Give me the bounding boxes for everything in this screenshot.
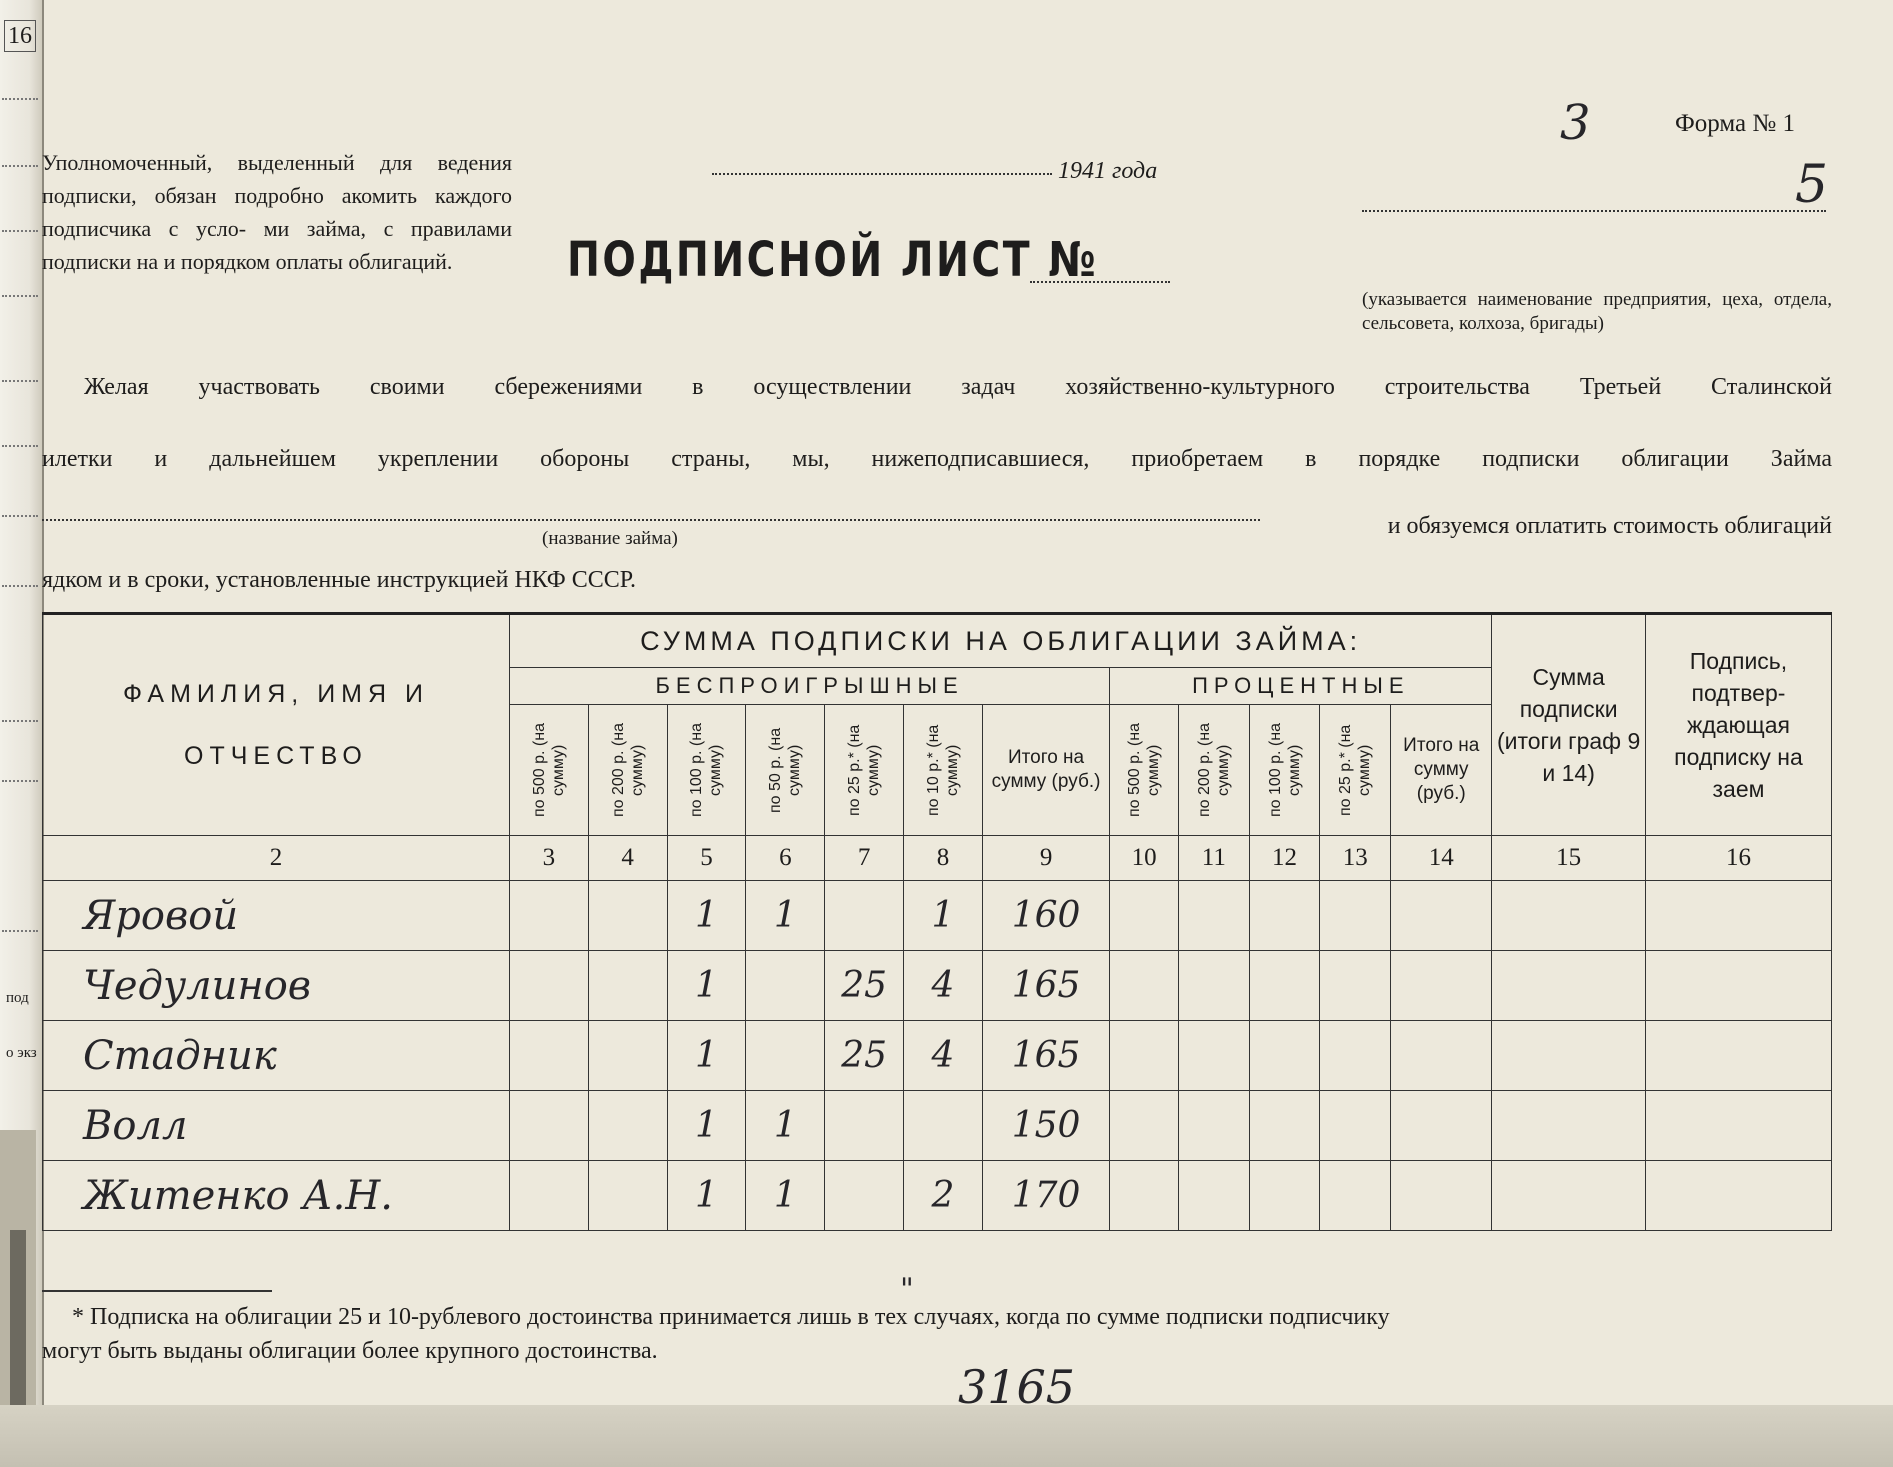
bottom-edge bbox=[0, 1405, 1893, 1467]
cell-100: 1 bbox=[667, 951, 746, 1021]
col-lottery-200: по 200 р. (на сумму) bbox=[588, 705, 667, 836]
cell-10: 2 bbox=[904, 1161, 983, 1231]
col-lottery-500: по 500 р. (на сумму) bbox=[509, 705, 588, 836]
margin-dots bbox=[2, 98, 38, 100]
margin-dots bbox=[2, 380, 38, 382]
col-lottery-50: по 50 р. (на сумму) bbox=[746, 705, 825, 836]
col-number: 15 bbox=[1492, 836, 1646, 881]
cell-25: 25 bbox=[825, 951, 904, 1021]
loan-name-line bbox=[42, 519, 1260, 521]
instruction-text: Уполномоченный, выделенный для ведения подписки, обязан подробно акомить каждого подписчика с усло- ми займа, с правилами подписки на и порядком оплаты облигаций. bbox=[42, 150, 512, 274]
margin-dots bbox=[2, 295, 38, 297]
body-line-1: Желая участвовать своими сбережениями в осуществлении задач хозяйственно-культурного строительства Третьей Сталинской bbox=[84, 374, 1832, 400]
col-interest-total: Итого на сумму (руб.) bbox=[1391, 705, 1492, 836]
date-fill-line bbox=[712, 173, 1052, 175]
cell-50: 1 bbox=[746, 1091, 825, 1161]
col-lottery-total: Итого на сумму (руб.) bbox=[982, 705, 1109, 836]
sheet-number-line bbox=[1030, 281, 1170, 283]
handwritten-corner-number: 5 bbox=[1795, 155, 1829, 215]
margin-dots bbox=[2, 780, 38, 782]
organization-hint: (указывается наименование предприятия, цеха, отдела, сельсовета, колхоза, бригады) bbox=[1362, 289, 1832, 334]
col-number: 12 bbox=[1249, 836, 1320, 881]
body-line-2: илетки и дальнейшем укреплении обороны страны, мы, нижеподписавшиеся, приобретаем в порядке подписки облигации Займа bbox=[42, 446, 1832, 472]
margin-dots bbox=[2, 165, 38, 167]
form-number: Форма № 1 bbox=[1675, 110, 1795, 137]
table-row bbox=[43, 1161, 1832, 1231]
footnote-line-1: * Подписка на облигации 25 и 10-рублевого достоинства принимается лишь в тех случаях, когда по сумме подписки подписчику bbox=[72, 1304, 1390, 1330]
cell-10: 4 bbox=[904, 1021, 983, 1091]
subscriber-name: Чедулинов bbox=[43, 951, 510, 1021]
margin-dots bbox=[2, 445, 38, 447]
cell-50: 1 bbox=[746, 1161, 825, 1231]
cell-25 bbox=[825, 1091, 904, 1161]
col-number: 2 bbox=[43, 836, 510, 881]
organization-line bbox=[1362, 210, 1826, 212]
cell-10: 1 bbox=[904, 881, 983, 951]
cell-10: 4 bbox=[904, 951, 983, 1021]
name-header: ФАМИЛИЯ, ИМЯ И ОТЧЕСТВО bbox=[43, 614, 510, 836]
margin-dots bbox=[2, 515, 38, 517]
document-title: ПОДПИСНОЙ ЛИСТ № bbox=[567, 232, 1099, 288]
table-row bbox=[43, 1091, 1832, 1161]
cell-total: 165 bbox=[982, 1021, 1109, 1091]
col-interest-200: по 200 р. (на сумму) bbox=[1178, 705, 1249, 836]
col-number: 13 bbox=[1320, 836, 1391, 881]
footnote bbox=[42, 1300, 1832, 1368]
cell-10 bbox=[904, 1091, 983, 1161]
col-number: 6 bbox=[746, 836, 825, 881]
cell-100: 1 bbox=[667, 1091, 746, 1161]
lottery-header: БЕСПРОИГРЫШНЫЕ bbox=[509, 668, 1109, 705]
col-interest-500: по 500 р. (на сумму) bbox=[1110, 705, 1179, 836]
subscription-table bbox=[42, 612, 1832, 1231]
col-lottery-100: по 100 р. (на сумму) bbox=[667, 705, 746, 836]
col-lottery-10: по 10 р.* (на сумму) bbox=[904, 705, 983, 836]
margin-fragment: под bbox=[6, 990, 29, 1006]
subscriber-name: Яровой bbox=[43, 881, 510, 951]
col-interest-100: по 100 р. (на сумму) bbox=[1249, 705, 1320, 836]
col-number: 4 bbox=[588, 836, 667, 881]
col-interest-25: по 25 р.* (на сумму) bbox=[1320, 705, 1391, 836]
cell-50 bbox=[746, 1021, 825, 1091]
cell-total: 165 bbox=[982, 951, 1109, 1021]
margin-dots bbox=[2, 585, 38, 587]
col-number: 10 bbox=[1110, 836, 1179, 881]
cell-50: 1 bbox=[746, 881, 825, 951]
subscriber-name: Волл bbox=[43, 1091, 510, 1161]
col-number: 16 bbox=[1645, 836, 1831, 881]
page-number: 16 bbox=[4, 20, 36, 52]
footnote-rule bbox=[42, 1290, 272, 1292]
col-number: 11 bbox=[1178, 836, 1249, 881]
body-line-4: ядком и в сроки, установленные инструкцией НКФ СССР. bbox=[42, 567, 637, 593]
cell-100: 1 bbox=[667, 1021, 746, 1091]
cell-total: 170 bbox=[982, 1161, 1109, 1231]
col-number: 9 bbox=[982, 836, 1109, 881]
margin-dots bbox=[2, 720, 38, 722]
col-lottery-25: по 25 р.* (на сумму) bbox=[825, 705, 904, 836]
footnote-line-2: могут быть выданы облигации более крупного достоинства. bbox=[42, 1338, 658, 1364]
col-number: 3 bbox=[509, 836, 588, 881]
loan-name-hint: (название займа) bbox=[542, 528, 678, 549]
signature-header: Подпись, подтвер- ждающая подписку на заем bbox=[1645, 614, 1831, 836]
cell-25: 25 bbox=[825, 1021, 904, 1091]
body-line-3: и обязуемся оплатить стоимость облигаций bbox=[1387, 513, 1832, 539]
cell-total: 160 bbox=[982, 881, 1109, 951]
subscriber-name: Житенко А.Н. bbox=[43, 1161, 510, 1231]
cell-100: 1 bbox=[667, 881, 746, 951]
col-number: 14 bbox=[1391, 836, 1492, 881]
cell-25 bbox=[825, 1161, 904, 1231]
column-number-row bbox=[43, 836, 1832, 881]
sum-group-header: СУММА ПОДПИСКИ НА ОБЛИГАЦИИ ЗАЙМА: bbox=[509, 614, 1491, 668]
table-row bbox=[43, 881, 1832, 951]
col-number: 7 bbox=[825, 836, 904, 881]
date-line bbox=[712, 158, 1157, 185]
margin-fragment: о экз bbox=[6, 1045, 37, 1061]
margin-dots bbox=[2, 230, 38, 232]
cell-100: 1 bbox=[667, 1161, 746, 1231]
cell-25 bbox=[825, 881, 904, 951]
handwritten-total: 3165 bbox=[958, 1360, 1076, 1414]
table-row bbox=[43, 1021, 1832, 1091]
ditto-mark: " bbox=[900, 1272, 914, 1307]
total-sum-header: Сумма подписки (итоги граф 9 и 14) bbox=[1492, 614, 1646, 836]
subscriber-name: Стадник bbox=[43, 1021, 510, 1091]
cell-50 bbox=[746, 951, 825, 1021]
date-year: 1941 года bbox=[1058, 158, 1158, 184]
table-row bbox=[43, 951, 1832, 1021]
cell-total: 150 bbox=[982, 1091, 1109, 1161]
col-number: 5 bbox=[667, 836, 746, 881]
margin-dots bbox=[2, 930, 38, 932]
interest-header: ПРОЦЕНТНЫЕ bbox=[1110, 668, 1492, 705]
handwritten-sheet-number: 3 bbox=[1560, 95, 1591, 151]
col-number: 8 bbox=[904, 836, 983, 881]
